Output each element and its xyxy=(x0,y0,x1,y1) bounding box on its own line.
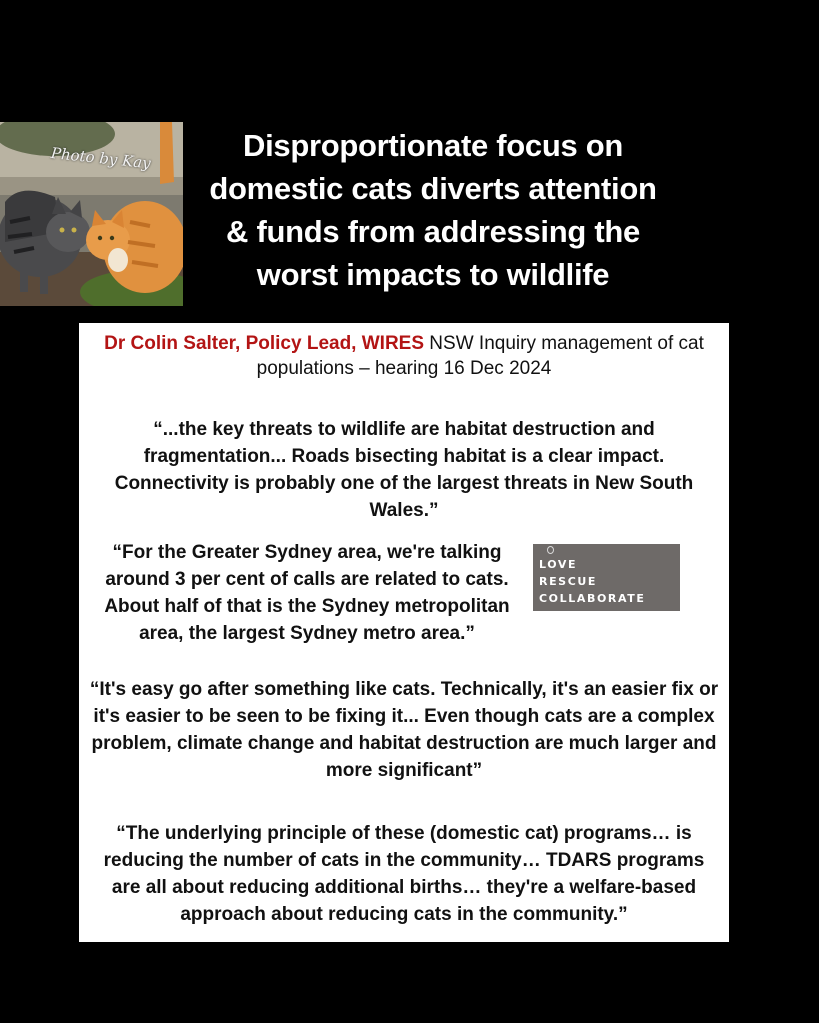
headline xyxy=(190,124,676,296)
badge-line: LOVE xyxy=(539,558,578,571)
quote-sydney-calls: “For the Greater Sydney area, we're talking around 3 per cent of calls are related to cats. About half of that is the Sydney metropolitan area, the largest Sydney metro area.” xyxy=(104,542,510,644)
headline-line: & funds from addressing the xyxy=(226,214,640,249)
hearing-context: NSW Inquiry management of cat xyxy=(424,333,704,354)
headline-line: worst impacts to wildlife xyxy=(256,257,610,292)
badge-line: COLLABORATE xyxy=(539,592,646,605)
speaker-name: Dr Colin Salter, Policy Lead, WIRES xyxy=(104,333,425,354)
badge-line: RESCUE xyxy=(539,575,598,588)
headline-line: Disproportionate focus on xyxy=(242,128,623,163)
quote-underlying-principle: “The underlying principle of these (domestic cat) programs… is reducing the number of cats in the community… TDARS programs are all about reducing additional births… they're a welfare-based approach about reducing cats in the community.” xyxy=(103,823,705,925)
love-rescue-collaborate-logo xyxy=(533,544,680,611)
attribution xyxy=(79,331,729,381)
quote-card xyxy=(79,323,729,942)
quote-easy-target: “It's easy go after something like cats. Technically, it's an easier fix or it's easier to be seen to be fixing it... Even though cats are a complex problem, climate change and habitat destruction are much larger and more significant” xyxy=(89,679,719,781)
tag-hook-icon xyxy=(547,546,554,554)
headline-line: domestic cats diverts attention xyxy=(209,171,657,206)
photo-watermark: Photo by Kay xyxy=(50,144,152,173)
hearing-date: populations – hearing 16 Dec 2024 xyxy=(256,358,552,379)
quote-key-threats: “...the key threats to wildlife are habitat destruction and fragmentation... Roads bisecting habitat is a clear impact. Connectivity is probably one of the largest threats in New South Wales.” xyxy=(114,419,694,521)
